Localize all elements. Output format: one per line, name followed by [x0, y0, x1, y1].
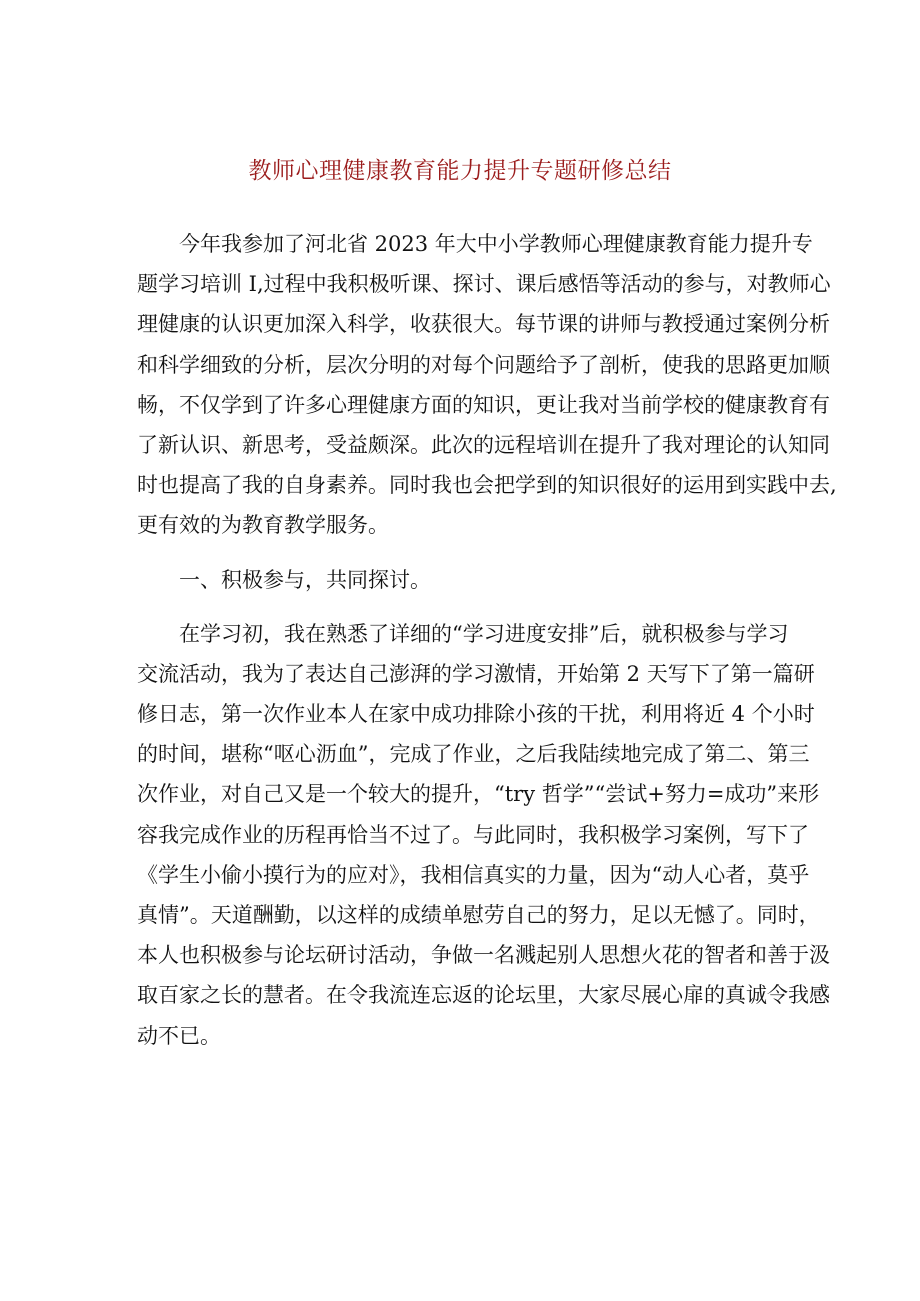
paragraph-gap	[137, 546, 787, 560]
section-1-heading: 一、积极参与，共同探讨。	[179, 567, 431, 592]
text-line: 动不已。	[137, 1023, 221, 1048]
text-line: 修日志，第一次作业本人在家中成功排除小孩的干扰，利用将近 4 个小时	[137, 702, 815, 727]
intro-paragraph	[137, 224, 837, 546]
text-line: 真情”。天道酬勤，以这样的成绩单慰劳自己的努力，足以无憾了。同时，	[137, 903, 820, 927]
document-body	[137, 224, 837, 1056]
text-line: 本人也积极参与论坛研讨活动，争做一名溅起别人思想火花的智者和善于汲	[137, 943, 830, 968]
text-line: 更有效的为教育教学服务。	[137, 513, 389, 538]
section-1-paragraph	[137, 614, 830, 1056]
text-line: 题学习培训 I,过程中我积极听课、探讨、课后感悟等活动的参与，对教师心	[137, 272, 831, 297]
text-line: 理健康的认识更加深入科学，收获很大。每节课的讲师与教授通过案例分析	[137, 312, 830, 337]
section-heading	[137, 560, 787, 600]
text-line: 今年我参加了河北省 2023 年大中小学教师心理健康教育能力提升专	[179, 232, 813, 256]
text-line: 容我完成作业的历程再恰当不过了。与此同时，我积极学习案例，写下了	[137, 822, 809, 847]
text-line: 交流活动，我为了表达自己澎湃的学习激情，开始第 2 天写下了第一篇研	[137, 661, 815, 686]
paragraph-gap	[137, 600, 787, 614]
text-line: 了新认识、新思考，受益颇深。此次的远程培训在提升了我对理论的认知同	[137, 432, 830, 457]
text-line: 取百家之长的慧者。在令我流连忘返的论坛里，大家尽展心扉的真诚令我感	[137, 983, 830, 1008]
text-line: 的时间，堪称“呕心沥血”，完成了作业，之后我陆续地完成了第二、第三	[137, 742, 810, 767]
text-line: 《学生小偷小摸行为的应对》，我相信真实的力量，因为“动人心者，莫乎	[137, 862, 810, 887]
text-line: 畅，不仅学到了许多心理健康方面的知识，更让我对当前学校的健康教育有	[137, 392, 830, 417]
document-title: 教师心理健康教育能力提升专题研修总结	[248, 158, 672, 184]
text-line: 和科学细致的分析，层次分明的对每个问题给予了剖析，使我的思路更加顺	[137, 352, 830, 377]
text-line: 在学习初，我在熟悉了详细的“学习进度安排”后，就积极参与学习	[179, 621, 789, 646]
text-line: 时也提高了我的自身素养。同时我也会把学到的知识很好的运用到实践中去,	[137, 473, 837, 498]
text-line: 次作业，对自己又是一个较大的提升，“try 哲学”“尝试+努力=成功”来形	[137, 782, 820, 807]
